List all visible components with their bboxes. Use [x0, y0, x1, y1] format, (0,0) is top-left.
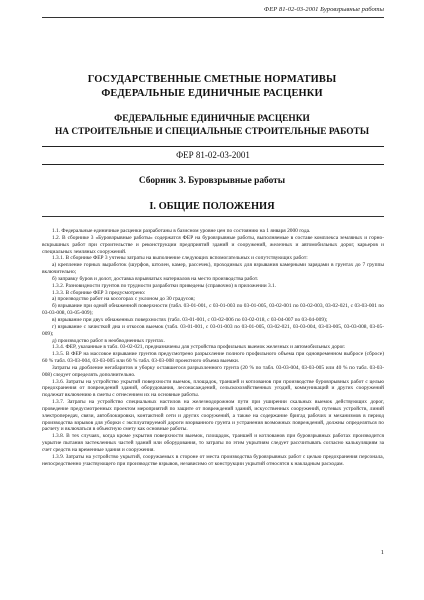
body-paragraph: 1.3.3. В сборнике ФЕР 3 предусмотрено: — [52, 289, 146, 296]
subtitle-line-1: ФЕДЕРАЛЬНЫЕ ЕДИНИЧНЫЕ РАСЦЕНКИ — [114, 114, 310, 124]
body-paragraph: б) заправку буров и долот, доставка взрывчатых материалов на место производства работ. — [52, 275, 259, 282]
body-paragraph: б) взрывание при одной обнаженной поверхности (табл. 03-01-001, с 03-01-003 по 03-01-005, 03-02-001 по 03-02-003, 03-02-021, с 03-03-001 по 03-03-008, 03-05-009); — [42, 303, 384, 317]
body-text — [42, 228, 384, 468]
section-heading: I. ОБЩИЕ ПОЛОЖЕНИЯ — [149, 201, 275, 212]
body-paragraph: Затраты на дробление негабаритов и уборку оставшегося разрыхленного грунта (20 % по табл. 03-03-004, 03-03-005 или 40 % по табл. 03-03-008) следует определять дополнительно. — [42, 364, 384, 378]
body-paragraph: а) производство работ на косогорах с уклоном до 30 градусов; — [52, 296, 195, 303]
body-paragraph: г) взрывание с зачисткой дна и откосов выемок (табл. 03-01-001, с 03-01-003 по 03-01-005, 03-02-021, 03-03-004, 03-03-005, 03-03-008, 03-05-009); — [42, 323, 384, 337]
running-header: ФЕР 81-02-03-2001 Буровзрывные работы — [263, 6, 384, 13]
body-paragraph: 1.3.7. Затраты на устройство специальных настилов на железнодорожном пути при уширении скальных выемок действующих дорог, проведение предусмотренных проектом мероприятий по защите от повреждений зданий, искусственных сооружений, путевых устройств, линий электропередач, связи, автоблокировки, контактной сети и других сооружений, а также на содержание бригад рабочих и механизмов в период производства взрывов для уборки с эксплуатируемой дороги взорванного грунта и устранения возможных повреждений, должны определяться по расчету и включаться в объектную смету как основные работы. — [42, 399, 384, 433]
header-divider — [42, 17, 384, 18]
body-paragraph: 1.3.5. В ФЕР на массовое взрывание грунтов предусмотрено разрыхление полного профильного объема при одновременном выбросе (сбросе) 60 % табл. 03-03-004, 03-03-005 или 60 % табл. 03-03-008 проектного объема выемки. — [42, 351, 384, 365]
body-paragraph: 1.3.4. ФЕР, указанные в табл. 03-02-021, предназначены для устройства профильных выемок железных и автомобильных дорог. — [52, 344, 346, 351]
body-paragraph: 1.2. В сборнике 3 «Буровзрывные работы» содержатся ФЕР на буровзрывные работы, выполняемые в составе комплекса земляных и горно-вскрышных работ при строительстве и реконструкции предприятий зданий и сооружений, железных и автомобильных дорог, карьеров и специальных земляных сооружений. — [42, 234, 384, 255]
body-paragraph: 1.3.9. Затраты на устройство укрытий, сооружаемых в стороне от места производства буровзрывных работ с целью предохранения персонала, непосредственно участвующего при производстве взрывов, независимо от конструкции укрытий относятся к накладным расходам. — [42, 453, 384, 467]
subtitle-line-2: НА СТРОИТЕЛЬНЫЕ И СПЕЦИАЛЬНЫЕ СТРОИТЕЛЬНЫЕ РАБОТЫ — [54, 127, 370, 137]
main-title-line-2: ФЕДЕРАЛЬНЫЕ ЕДИНИЧНЫЕ РАСЦЕНКИ — [101, 88, 323, 99]
body-paragraph: д) производство работ в необводненных грунтах. — [52, 337, 165, 344]
body-paragraph: 1.3.2. Разновидности грунтов по трудности разработки приведены (справочно) в приложении 3.1. — [52, 282, 277, 289]
body-paragraph: 1.1. Федеральные единичные расценки разработаны в базисном уровне цен по состоянию на 1 января 2000 года. — [52, 228, 311, 234]
document-code: ФЕР 81-02-03-2001 — [42, 146, 384, 165]
body-paragraph: 1.3.1. В сборнике ФЕР 3 учтены затраты на выполнение следующих вспомогательных и сопутствующих работ: — [52, 255, 308, 262]
body-paragraph: 1.3.6. Затраты на устройство укрытий поверхности выемок, площадок, траншей и котлованов при производстве буровзрывных работ с целью предохранения от повреждений зданий, оборудования, лесонасаждений, сельскохозяйственных угодий, коммуникаций и других сооружений подлежат включению в сметы с отнесением их на основные работы. — [42, 378, 384, 399]
page-number: 1 — [380, 549, 384, 556]
collection-title: Сборник 3. Буровзрывные работы — [138, 176, 286, 186]
body-paragraph: в) взрывание при двух обнаженных поверхностях (табл. 03-01-001, с 03-02-006 по 03-02-018, с 03-04-007 по 03-04-009); — [52, 316, 328, 323]
body-paragraph: а) крепление горных выработок (шурфов, штолен, камер, рассечек), проходимых для взрывания камерными зарядами в грунтах до 7 группы включительно; — [42, 262, 384, 276]
body-paragraph: 1.3.8. В тех случаях, когда кроме укрытия поверхности выемок, площадок, траншей и котлованов при буровзрывных работах производится укрытие пытания застекленных частей зданий или оборудования, то затраты по этим укрытиям следует рассчитывать согласно калькуляциям за счет средств на временные здания и сооружения. — [42, 433, 384, 453]
section-divider — [42, 216, 384, 217]
main-title-line-1: ГОСУДАРСТВЕННЫЕ СМЕТНЫЕ НОРМАТИВЫ — [87, 74, 337, 85]
